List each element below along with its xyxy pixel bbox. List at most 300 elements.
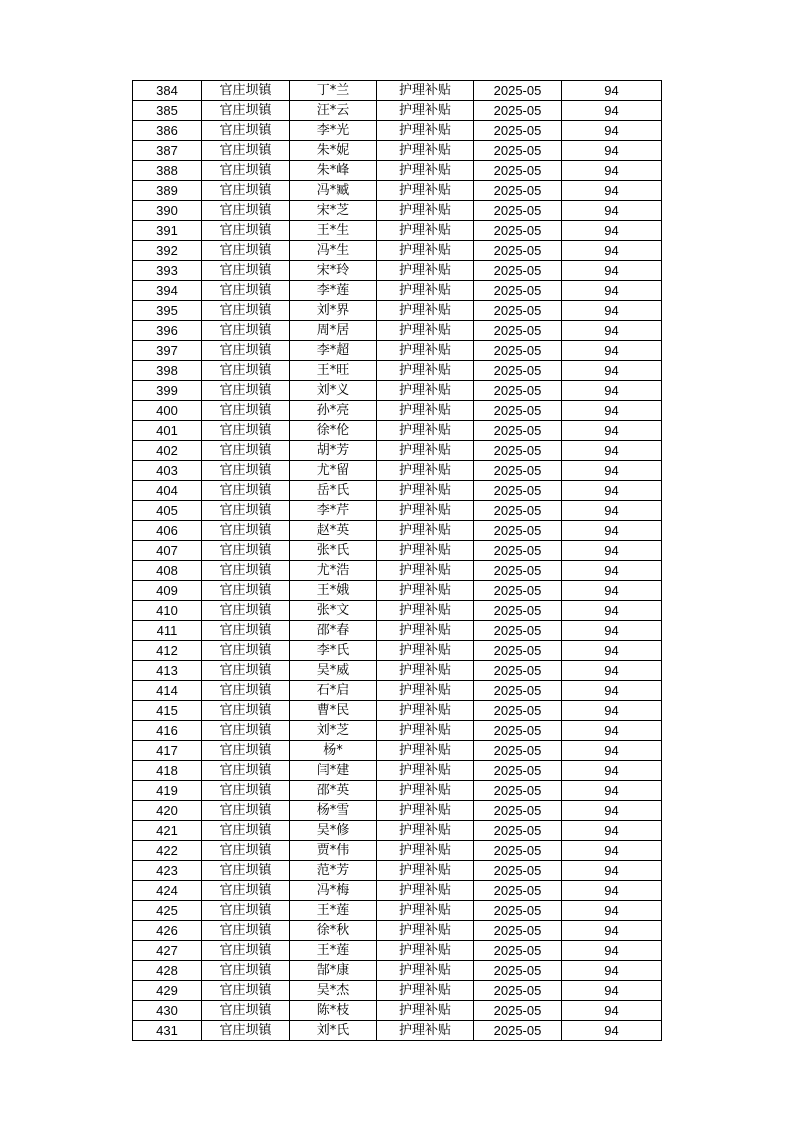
cell-serial-number: 390: [133, 201, 202, 221]
subsidy-table-container: [132, 80, 661, 1041]
cell-recipient-name: 刘*界: [290, 301, 377, 321]
cell-month: 2025-05: [474, 101, 562, 121]
cell-serial-number: 396: [133, 321, 202, 341]
cell-town: 官庄坝镇: [202, 1001, 290, 1021]
cell-serial-number: 384: [133, 81, 202, 101]
cell-town: 官庄坝镇: [202, 621, 290, 641]
cell-serial-number: 389: [133, 181, 202, 201]
cell-month: 2025-05: [474, 561, 562, 581]
cell-recipient-name: 石*启: [290, 681, 377, 701]
cell-month: 2025-05: [474, 201, 562, 221]
cell-town: 官庄坝镇: [202, 761, 290, 781]
cell-subsidy-type: 护理补贴: [377, 341, 474, 361]
cell-amount: 94: [562, 101, 662, 121]
cell-amount: 94: [562, 901, 662, 921]
cell-recipient-name: 刘*芝: [290, 721, 377, 741]
cell-month: 2025-05: [474, 841, 562, 861]
cell-subsidy-type: 护理补贴: [377, 81, 474, 101]
cell-month: 2025-05: [474, 281, 562, 301]
cell-recipient-name: 王*莲: [290, 901, 377, 921]
table-row: [133, 421, 662, 441]
cell-recipient-name: 郜*康: [290, 961, 377, 981]
cell-subsidy-type: 护理补贴: [377, 961, 474, 981]
table-row: [133, 1001, 662, 1021]
cell-recipient-name: 冯*生: [290, 241, 377, 261]
cell-subsidy-type: 护理补贴: [377, 241, 474, 261]
cell-amount: 94: [562, 241, 662, 261]
cell-amount: 94: [562, 321, 662, 341]
cell-serial-number: 411: [133, 621, 202, 641]
cell-subsidy-type: 护理补贴: [377, 141, 474, 161]
cell-recipient-name: 李*芹: [290, 501, 377, 521]
cell-subsidy-type: 护理补贴: [377, 201, 474, 221]
cell-month: 2025-05: [474, 641, 562, 661]
table-row: [133, 861, 662, 881]
cell-town: 官庄坝镇: [202, 341, 290, 361]
cell-subsidy-type: 护理补贴: [377, 581, 474, 601]
table-body: [133, 81, 662, 1041]
cell-amount: 94: [562, 381, 662, 401]
table-row: [133, 181, 662, 201]
table-row: [133, 481, 662, 501]
cell-amount: 94: [562, 921, 662, 941]
cell-subsidy-type: 护理补贴: [377, 1001, 474, 1021]
cell-month: 2025-05: [474, 121, 562, 141]
cell-recipient-name: 尤*留: [290, 461, 377, 481]
cell-serial-number: 431: [133, 1021, 202, 1041]
cell-serial-number: 428: [133, 961, 202, 981]
cell-recipient-name: 邵*英: [290, 781, 377, 801]
cell-amount: 94: [562, 541, 662, 561]
cell-town: 官庄坝镇: [202, 941, 290, 961]
cell-recipient-name: 刘*义: [290, 381, 377, 401]
cell-month: 2025-05: [474, 461, 562, 481]
cell-recipient-name: 朱*妮: [290, 141, 377, 161]
cell-recipient-name: 贾*伟: [290, 841, 377, 861]
table-row: [133, 581, 662, 601]
cell-town: 官庄坝镇: [202, 161, 290, 181]
cell-amount: 94: [562, 461, 662, 481]
cell-serial-number: 418: [133, 761, 202, 781]
cell-serial-number: 430: [133, 1001, 202, 1021]
cell-recipient-name: 王*生: [290, 221, 377, 241]
cell-recipient-name: 王*旺: [290, 361, 377, 381]
cell-month: 2025-05: [474, 721, 562, 741]
cell-serial-number: 393: [133, 261, 202, 281]
cell-month: 2025-05: [474, 241, 562, 261]
table-row: [133, 161, 662, 181]
cell-month: 2025-05: [474, 381, 562, 401]
table-row: [133, 141, 662, 161]
cell-serial-number: 406: [133, 521, 202, 541]
table-row: [133, 201, 662, 221]
table-row: [133, 501, 662, 521]
cell-serial-number: 404: [133, 481, 202, 501]
cell-amount: 94: [562, 681, 662, 701]
cell-month: 2025-05: [474, 181, 562, 201]
cell-subsidy-type: 护理补贴: [377, 621, 474, 641]
cell-amount: 94: [562, 281, 662, 301]
cell-amount: 94: [562, 401, 662, 421]
cell-subsidy-type: 护理补贴: [377, 681, 474, 701]
table-row: [133, 381, 662, 401]
cell-amount: 94: [562, 181, 662, 201]
cell-recipient-name: 曹*民: [290, 701, 377, 721]
cell-subsidy-type: 护理补贴: [377, 941, 474, 961]
cell-subsidy-type: 护理补贴: [377, 181, 474, 201]
table-row: [133, 81, 662, 101]
table-row: [133, 521, 662, 541]
table-row: [133, 741, 662, 761]
cell-subsidy-type: 护理补贴: [377, 981, 474, 1001]
cell-recipient-name: 陈*枝: [290, 1001, 377, 1021]
cell-month: 2025-05: [474, 481, 562, 501]
cell-serial-number: 387: [133, 141, 202, 161]
cell-subsidy-type: 护理补贴: [377, 121, 474, 141]
cell-town: 官庄坝镇: [202, 501, 290, 521]
cell-serial-number: 407: [133, 541, 202, 561]
table-row: [133, 701, 662, 721]
cell-town: 官庄坝镇: [202, 701, 290, 721]
cell-month: 2025-05: [474, 361, 562, 381]
cell-month: 2025-05: [474, 341, 562, 361]
cell-serial-number: 401: [133, 421, 202, 441]
cell-subsidy-type: 护理补贴: [377, 701, 474, 721]
table-row: [133, 561, 662, 581]
cell-serial-number: 399: [133, 381, 202, 401]
cell-recipient-name: 邵*春: [290, 621, 377, 641]
cell-serial-number: 427: [133, 941, 202, 961]
cell-month: 2025-05: [474, 861, 562, 881]
table-row: [133, 841, 662, 861]
cell-recipient-name: 汪*云: [290, 101, 377, 121]
cell-month: 2025-05: [474, 401, 562, 421]
cell-town: 官庄坝镇: [202, 121, 290, 141]
cell-amount: 94: [562, 881, 662, 901]
cell-serial-number: 417: [133, 741, 202, 761]
cell-town: 官庄坝镇: [202, 661, 290, 681]
cell-subsidy-type: 护理补贴: [377, 421, 474, 441]
cell-recipient-name: 李*超: [290, 341, 377, 361]
cell-amount: 94: [562, 561, 662, 581]
cell-amount: 94: [562, 341, 662, 361]
table-row: [133, 341, 662, 361]
cell-amount: 94: [562, 1001, 662, 1021]
table-row: [133, 541, 662, 561]
cell-recipient-name: 朱*峰: [290, 161, 377, 181]
table-row: [133, 441, 662, 461]
cell-amount: 94: [562, 741, 662, 761]
cell-serial-number: 410: [133, 601, 202, 621]
cell-subsidy-type: 护理补贴: [377, 221, 474, 241]
cell-serial-number: 420: [133, 801, 202, 821]
cell-month: 2025-05: [474, 501, 562, 521]
cell-recipient-name: 杨*: [290, 741, 377, 761]
cell-month: 2025-05: [474, 601, 562, 621]
cell-recipient-name: 宋*玲: [290, 261, 377, 281]
cell-amount: 94: [562, 861, 662, 881]
cell-subsidy-type: 护理补贴: [377, 321, 474, 341]
cell-town: 官庄坝镇: [202, 361, 290, 381]
cell-recipient-name: 周*居: [290, 321, 377, 341]
table-row: [133, 921, 662, 941]
cell-amount: 94: [562, 1021, 662, 1041]
cell-serial-number: 419: [133, 781, 202, 801]
cell-amount: 94: [562, 821, 662, 841]
cell-town: 官庄坝镇: [202, 81, 290, 101]
cell-town: 官庄坝镇: [202, 521, 290, 541]
cell-serial-number: 413: [133, 661, 202, 681]
cell-serial-number: 423: [133, 861, 202, 881]
cell-recipient-name: 冯*臧: [290, 181, 377, 201]
cell-recipient-name: 李*氏: [290, 641, 377, 661]
cell-town: 官庄坝镇: [202, 801, 290, 821]
cell-subsidy-type: 护理补贴: [377, 921, 474, 941]
cell-town: 官庄坝镇: [202, 981, 290, 1001]
cell-town: 官庄坝镇: [202, 861, 290, 881]
cell-month: 2025-05: [474, 521, 562, 541]
cell-month: 2025-05: [474, 701, 562, 721]
table-row: [133, 761, 662, 781]
table-row: [133, 661, 662, 681]
cell-amount: 94: [562, 941, 662, 961]
cell-recipient-name: 岳*氏: [290, 481, 377, 501]
cell-recipient-name: 李*莲: [290, 281, 377, 301]
cell-serial-number: 400: [133, 401, 202, 421]
cell-amount: 94: [562, 981, 662, 1001]
cell-subsidy-type: 护理补贴: [377, 481, 474, 501]
cell-amount: 94: [562, 141, 662, 161]
cell-month: 2025-05: [474, 161, 562, 181]
cell-town: 官庄坝镇: [202, 141, 290, 161]
cell-serial-number: 426: [133, 921, 202, 941]
table-row: [133, 361, 662, 381]
cell-serial-number: 409: [133, 581, 202, 601]
cell-amount: 94: [562, 621, 662, 641]
cell-amount: 94: [562, 421, 662, 441]
cell-amount: 94: [562, 121, 662, 141]
table-row: [133, 681, 662, 701]
cell-serial-number: 392: [133, 241, 202, 261]
cell-serial-number: 416: [133, 721, 202, 741]
cell-serial-number: 422: [133, 841, 202, 861]
cell-recipient-name: 刘*氏: [290, 1021, 377, 1041]
cell-town: 官庄坝镇: [202, 481, 290, 501]
cell-serial-number: 402: [133, 441, 202, 461]
cell-amount: 94: [562, 161, 662, 181]
cell-subsidy-type: 护理补贴: [377, 261, 474, 281]
cell-subsidy-type: 护理补贴: [377, 401, 474, 421]
table-row: [133, 961, 662, 981]
cell-town: 官庄坝镇: [202, 901, 290, 921]
cell-town: 官庄坝镇: [202, 881, 290, 901]
cell-town: 官庄坝镇: [202, 541, 290, 561]
cell-recipient-name: 张*氏: [290, 541, 377, 561]
cell-serial-number: 408: [133, 561, 202, 581]
cell-amount: 94: [562, 301, 662, 321]
cell-amount: 94: [562, 261, 662, 281]
cell-amount: 94: [562, 601, 662, 621]
cell-month: 2025-05: [474, 941, 562, 961]
table-row: [133, 321, 662, 341]
cell-subsidy-type: 护理补贴: [377, 881, 474, 901]
cell-amount: 94: [562, 801, 662, 821]
table-row: [133, 901, 662, 921]
cell-subsidy-type: 护理补贴: [377, 661, 474, 681]
cell-subsidy-type: 护理补贴: [377, 461, 474, 481]
cell-town: 官庄坝镇: [202, 721, 290, 741]
cell-town: 官庄坝镇: [202, 961, 290, 981]
cell-subsidy-type: 护理补贴: [377, 861, 474, 881]
cell-subsidy-type: 护理补贴: [377, 1021, 474, 1041]
cell-amount: 94: [562, 221, 662, 241]
cell-subsidy-type: 护理补贴: [377, 901, 474, 921]
cell-subsidy-type: 护理补贴: [377, 301, 474, 321]
cell-subsidy-type: 护理补贴: [377, 761, 474, 781]
cell-month: 2025-05: [474, 821, 562, 841]
cell-month: 2025-05: [474, 541, 562, 561]
cell-amount: 94: [562, 501, 662, 521]
cell-town: 官庄坝镇: [202, 781, 290, 801]
cell-town: 官庄坝镇: [202, 101, 290, 121]
cell-town: 官庄坝镇: [202, 561, 290, 581]
cell-recipient-name: 吴*修: [290, 821, 377, 841]
cell-serial-number: 405: [133, 501, 202, 521]
cell-town: 官庄坝镇: [202, 821, 290, 841]
cell-subsidy-type: 护理补贴: [377, 741, 474, 761]
cell-town: 官庄坝镇: [202, 641, 290, 661]
table-row: [133, 261, 662, 281]
cell-amount: 94: [562, 641, 662, 661]
cell-serial-number: 412: [133, 641, 202, 661]
cell-amount: 94: [562, 661, 662, 681]
table-row: [133, 821, 662, 841]
table-row: [133, 301, 662, 321]
cell-serial-number: 391: [133, 221, 202, 241]
cell-recipient-name: 冯*梅: [290, 881, 377, 901]
cell-amount: 94: [562, 81, 662, 101]
cell-subsidy-type: 护理补贴: [377, 161, 474, 181]
cell-month: 2025-05: [474, 881, 562, 901]
cell-subsidy-type: 护理补贴: [377, 441, 474, 461]
cell-recipient-name: 李*光: [290, 121, 377, 141]
cell-serial-number: 398: [133, 361, 202, 381]
cell-town: 官庄坝镇: [202, 921, 290, 941]
cell-recipient-name: 杨*雪: [290, 801, 377, 821]
cell-month: 2025-05: [474, 1021, 562, 1041]
cell-month: 2025-05: [474, 321, 562, 341]
cell-serial-number: 415: [133, 701, 202, 721]
cell-town: 官庄坝镇: [202, 441, 290, 461]
cell-month: 2025-05: [474, 261, 562, 281]
cell-town: 官庄坝镇: [202, 461, 290, 481]
cell-recipient-name: 丁*兰: [290, 81, 377, 101]
table-row: [133, 461, 662, 481]
cell-serial-number: 386: [133, 121, 202, 141]
cell-month: 2025-05: [474, 781, 562, 801]
cell-subsidy-type: 护理补贴: [377, 101, 474, 121]
cell-amount: 94: [562, 521, 662, 541]
cell-recipient-name: 尤*浩: [290, 561, 377, 581]
cell-subsidy-type: 护理补贴: [377, 501, 474, 521]
cell-town: 官庄坝镇: [202, 1021, 290, 1041]
cell-town: 官庄坝镇: [202, 681, 290, 701]
cell-serial-number: 397: [133, 341, 202, 361]
cell-recipient-name: 徐*秋: [290, 921, 377, 941]
cell-recipient-name: 张*文: [290, 601, 377, 621]
table-row: [133, 941, 662, 961]
cell-subsidy-type: 护理补贴: [377, 281, 474, 301]
cell-subsidy-type: 护理补贴: [377, 521, 474, 541]
cell-recipient-name: 闫*建: [290, 761, 377, 781]
cell-subsidy-type: 护理补贴: [377, 561, 474, 581]
cell-month: 2025-05: [474, 681, 562, 701]
cell-recipient-name: 王*娥: [290, 581, 377, 601]
cell-recipient-name: 王*莲: [290, 941, 377, 961]
table-row: [133, 121, 662, 141]
cell-town: 官庄坝镇: [202, 181, 290, 201]
cell-amount: 94: [562, 581, 662, 601]
cell-month: 2025-05: [474, 301, 562, 321]
cell-amount: 94: [562, 201, 662, 221]
cell-recipient-name: 徐*伦: [290, 421, 377, 441]
table-row: [133, 621, 662, 641]
cell-subsidy-type: 护理补贴: [377, 841, 474, 861]
table-row: [133, 241, 662, 261]
cell-month: 2025-05: [474, 141, 562, 161]
cell-month: 2025-05: [474, 581, 562, 601]
cell-town: 官庄坝镇: [202, 201, 290, 221]
cell-amount: 94: [562, 761, 662, 781]
cell-subsidy-type: 护理补贴: [377, 601, 474, 621]
cell-recipient-name: 宋*芝: [290, 201, 377, 221]
cell-recipient-name: 吴*杰: [290, 981, 377, 1001]
cell-serial-number: 429: [133, 981, 202, 1001]
cell-serial-number: 414: [133, 681, 202, 701]
cell-month: 2025-05: [474, 81, 562, 101]
table-row: [133, 801, 662, 821]
cell-subsidy-type: 护理补贴: [377, 541, 474, 561]
cell-serial-number: 403: [133, 461, 202, 481]
table-row: [133, 401, 662, 421]
cell-town: 官庄坝镇: [202, 601, 290, 621]
cell-serial-number: 394: [133, 281, 202, 301]
cell-subsidy-type: 护理补贴: [377, 361, 474, 381]
cell-month: 2025-05: [474, 901, 562, 921]
cell-amount: 94: [562, 441, 662, 461]
subsidy-table: [132, 80, 662, 1041]
cell-amount: 94: [562, 701, 662, 721]
cell-serial-number: 425: [133, 901, 202, 921]
table-row: [133, 1021, 662, 1041]
cell-month: 2025-05: [474, 421, 562, 441]
cell-amount: 94: [562, 481, 662, 501]
cell-recipient-name: 胡*芳: [290, 441, 377, 461]
table-row: [133, 721, 662, 741]
cell-town: 官庄坝镇: [202, 381, 290, 401]
cell-month: 2025-05: [474, 801, 562, 821]
cell-town: 官庄坝镇: [202, 741, 290, 761]
cell-serial-number: 385: [133, 101, 202, 121]
table-row: [133, 881, 662, 901]
cell-town: 官庄坝镇: [202, 281, 290, 301]
table-row: [133, 221, 662, 241]
table-row: [133, 281, 662, 301]
cell-serial-number: 421: [133, 821, 202, 841]
cell-subsidy-type: 护理补贴: [377, 721, 474, 741]
cell-month: 2025-05: [474, 961, 562, 981]
cell-town: 官庄坝镇: [202, 261, 290, 281]
